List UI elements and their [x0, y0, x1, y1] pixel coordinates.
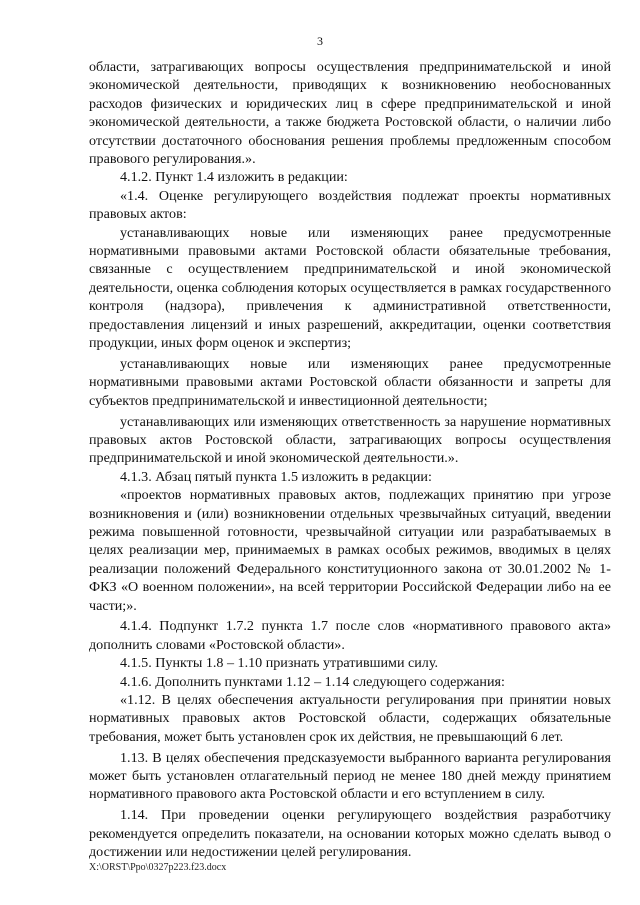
paragraph-4-1-2: 4.1.2. Пункт 1.4 изложить в редакции: — [120, 169, 348, 186]
paragraph-1-12: «1.12. В целях обеспечения актуальности регулирования при принятии новых нормативных правовых актов Ростовской области, содержащих обязательные требования, может быть установлен срок их действия, не превышающий 6 лет. — [89, 691, 611, 745]
paragraph-4-1-6: 4.1.6. Дополнить пунктами 1.12 – 1.14 следующего содержания: — [120, 673, 505, 690]
paragraph-1-4: «1.4. Оценке регулирующего воздействия подлежат проекты нормативных правовых актов: — [89, 187, 611, 223]
paragraph-4-1-4: 4.1.4. Подпункт 1.7.2 пункта 1.7 после слов «нормативного правового акта» дополнить словами «Ростовской области». — [89, 618, 611, 653]
paragraph-item-liability: устанавливающих или изменяющих ответственность за нарушение нормативных правовых актов Ростовской области, затрагивающих вопросы осуществления предпринимательской и иной экономической деятельности.». — [89, 413, 611, 467]
document-body — [89, 58, 611, 861]
paragraph-item-obligations: устанавливающих новые или изменяющих ранее предусмотренные нормативными правовыми актами Ростовской области обязанности и запреты для субъектов предпринимательской и инвестиционной деятельности; — [89, 355, 611, 409]
paragraph-4-1-5: 4.1.5. Пункты 1.8 – 1.10 признать утратившими силу. — [120, 655, 438, 672]
paragraph-projects: «проектов нормативных правовых актов, подлежащих принятию при угрозе возникновения и (или) возникновении отдельных чрезвычайных ситуаций, введении режима повышенной готовности, чрезвычайной ситуации или разрабатываемых в целях реализации мер, принимаемых в рамках особых режимов, вводимых в целях реализации положений Федерального конституционного закона от 30.01.2002 № 1-ФКЗ «О военном положении», на всей территории Российской Федерации либо на ее части;». — [89, 487, 611, 614]
paragraph-item-requirements: устанавливающих новые или изменяющих ранее предусмотренные нормативными правовыми актами Ростовской области обязательные требования, связанные с осуществлением предпринимательской и иной экономической деятельности, оценка соблюдения которых осуществляется в рамках государственного контроля (надзора), привлечения к административной ответственности, предоставления лицензий и иных разрешений, аккредитации, оценки соответствия продукции, иных форм оценок и экспертиз; — [89, 224, 611, 352]
paragraph-continuation: области, затрагивающих вопросы осуществления предпринимательской и иной экономической деятельности, приводящих к возникновению необоснованных расходов физических и юридических лиц в сфере предпринимательской и иной экономической деятельности, а также бюджета Ростовской области, о наличии либо отсутствии достаточного обоснования решения проблемы предложенным способом правового регулирования.». — [89, 59, 611, 168]
file-path-footer: X:\ORST\Ppo\0327p223.f23.docx — [89, 862, 227, 873]
page-number: 3 — [317, 34, 323, 48]
paragraph-1-14: 1.14. При проведении оценки регулирующего воздействия разработчику рекомендуется определить показатели, на основании которых можно сделать вывод о достижении или недостижении целей регулирования. — [89, 807, 611, 861]
paragraph-4-1-3: 4.1.3. Абзац пятый пункта 1.5 изложить в редакции: — [120, 468, 432, 485]
paragraph-1-13: 1.13. В целях обеспечения предсказуемости выбранного варианта регулирования может быть установлен отлагательный период не менее 180 дней между принятием нормативного правового акта Ростовской области и его вступлением в силу. — [89, 749, 611, 803]
